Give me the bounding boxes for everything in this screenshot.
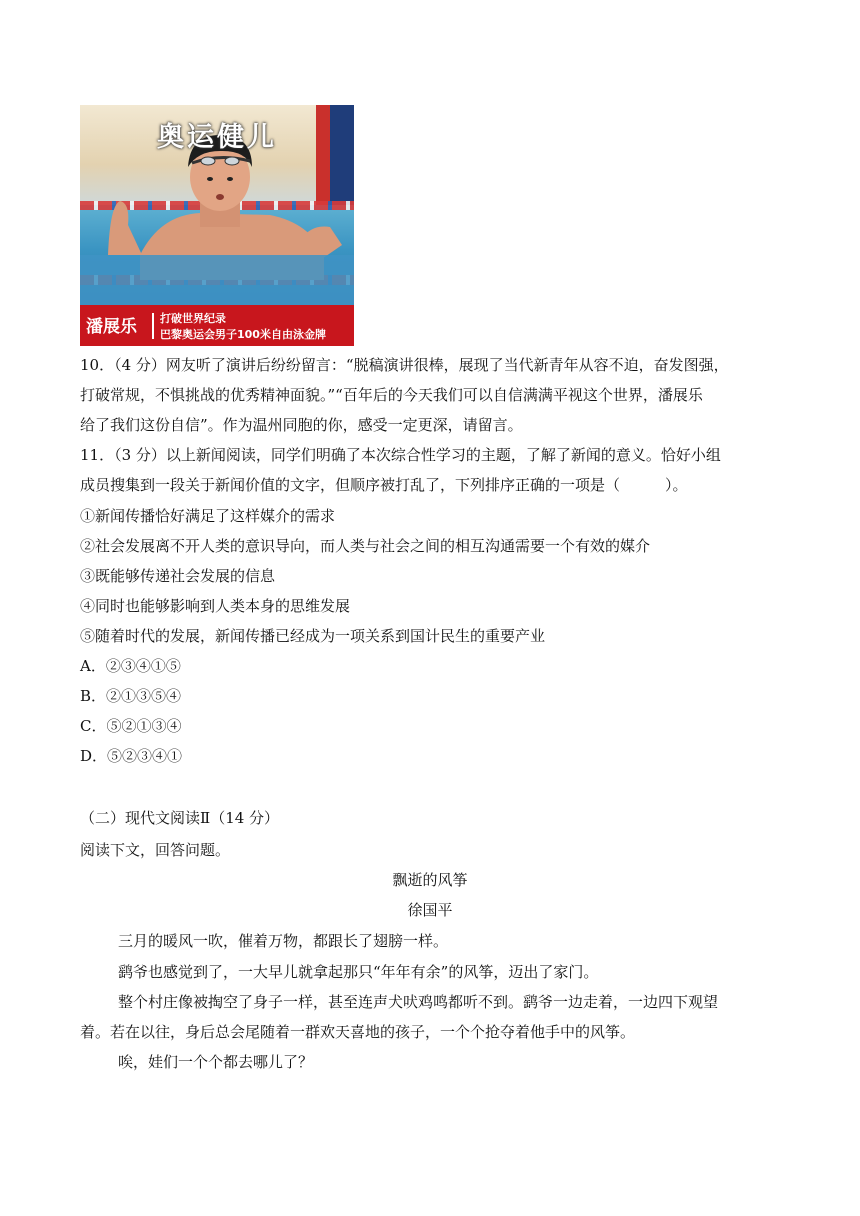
option-a: A．②③④①⑤ — [80, 657, 181, 675]
banner-caption-line1: 打破世界纪录 — [160, 312, 226, 325]
article-author: 徐国平 — [407, 901, 453, 919]
article-paragraph: 鹞爷也感觉到了，一大早儿就拿起那只“年年有余”的风筝，迈出了家门。 — [118, 963, 599, 981]
article-paragraph-continued: 着。若在以往，身后总会尾随着一群欢天喜地的孩子，一个个抢夺着他手中的风筝。 — [80, 1023, 636, 1041]
banner-divider — [152, 313, 154, 339]
article-paragraph: 整个村庄像被掏空了身子一样，甚至连声犬吠鸡鸣都听不到。鹞爷一边走着，一边四下观望 — [118, 993, 719, 1011]
photo-title: 奥运健儿 — [157, 122, 277, 153]
question-11-line: 11．（3 分）以上新闻阅读，同学们明确了本次综合性学习的主题，了解了新闻的意义。恰好小组 — [80, 446, 721, 464]
option-c: C．⑤②①③④ — [80, 717, 182, 735]
sentence-item: ①新闻传播恰好满足了这样媒介的需求 — [80, 507, 336, 525]
article-title: 飘逝的风筝 — [392, 871, 468, 889]
sentence-item: ④同时也能够影响到人类本身的思维发展 — [80, 597, 351, 615]
section-heading: （二）现代文阅读Ⅱ（14 分） — [80, 809, 280, 827]
question-10-line: 10．（4 分）网友听了演讲后纷纷留言：“脱稿演讲很棒，展现了当代新青年从容不迫，奋发图强， — [80, 356, 729, 374]
option-d: D．⑤②③④① — [80, 747, 183, 765]
sentence-item: ⑤随着时代的发展，新闻传播已经成为一项关系到国计民生的重要产业 — [80, 627, 546, 645]
banner-caption-line2: 巴黎奥运会男子100米自由泳金牌 — [160, 328, 326, 341]
photo-banner — [80, 305, 354, 346]
sentence-item: ③既能够传递社会发展的信息 — [80, 567, 276, 585]
question-11-line: 成员搜集到一段关于新闻价值的文字，但顺序被打乱了，下列排序正确的一项是（ ）。 — [80, 476, 688, 494]
reading-instruction: 阅读下文，回答问题。 — [80, 841, 231, 859]
question-10-line: 打破常规，不惧挑战的优秀精神面貌。”“百年后的今天我们可以自信满满平视这个世界，潘展乐 — [80, 386, 703, 404]
athlete-name: 潘展乐 — [86, 317, 137, 337]
article-paragraph: 三月的暖风一吹，催着万物，都跟长了翅膀一样。 — [118, 932, 449, 950]
question-10-line: 给了我们这份自信”。作为温州同胞的你，感受一定更深，请留言。 — [80, 416, 523, 434]
athlete-photo — [80, 105, 354, 346]
article-paragraph: 唉，娃们一个个都去哪儿了？ — [118, 1053, 314, 1071]
sentence-item: ②社会发展离不开人类的意识导向，而人类与社会之间的相互沟通需要一个有效的媒介 — [80, 537, 651, 555]
option-b: B．②①③⑤④ — [80, 687, 182, 705]
